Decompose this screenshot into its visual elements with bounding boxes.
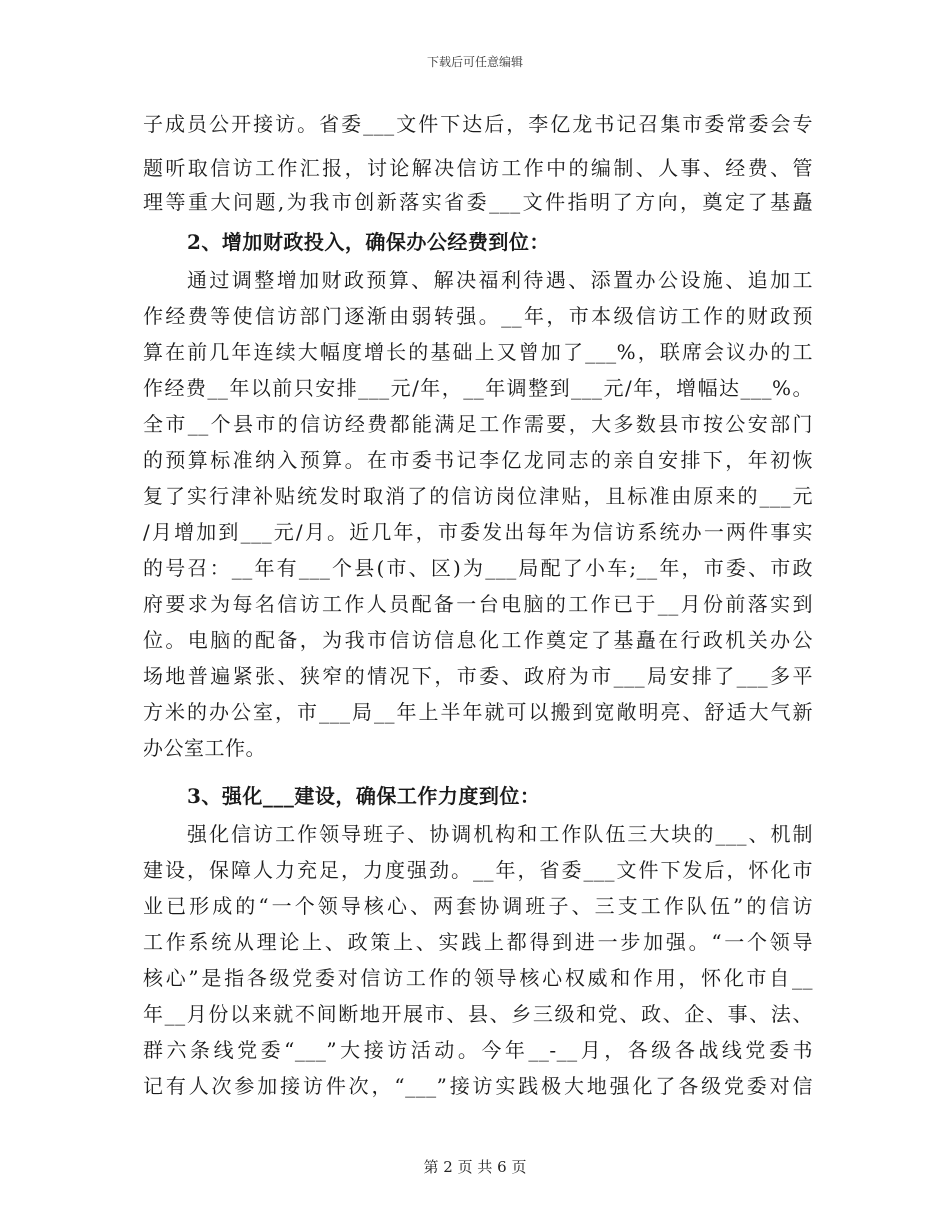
text-line: 子成员公开接访。省委___文件下达后，李亿龙书记召集市委常委会专: [143, 112, 813, 136]
page-header: 下载后可任意编辑: [426, 55, 523, 69]
text-line: 作经费等使信访部门逐渐由弱转强。__年，市本级信访工作的财政预: [143, 304, 813, 328]
text-line: /月增加到___元/月。近几年，市委发出每年为信访系统办一两件事实: [143, 520, 813, 544]
text-line: 核心”是指各级党委对信访工作的领导核心权威和作用，怀化市自__: [143, 966, 813, 990]
text-line: 算在前几年连续大幅度增长的基础上又曾加了___%，联席会议办的工: [143, 340, 813, 364]
section-heading: 2、增加财政投入，确保办公经费到位：: [187, 230, 550, 254]
text-line: 题听取信访工作汇报，讨论解决信访工作中的编制、人事、经费、管: [143, 156, 813, 180]
text-line: 作经费__年以前只安排___元/年，__年调整到___元/年，增幅达___%。: [143, 376, 813, 400]
text-line: 记有人次参加接访件次，“___”接访实践极大地强化了各级党委对信: [143, 1074, 813, 1098]
text-line: 工作系统从理论上、政策上、实践上都得到进一步加强。“一个领导: [143, 930, 813, 954]
text-line: 通过调整增加财政预算、解决福利待遇、添置办公设施、追加工: [187, 268, 813, 292]
text-line: 群六条线党委“___”大接访活动。今年__-__月，各级各战线党委书: [143, 1038, 813, 1062]
section-heading: 3、强化___建设，确保工作力度到位：: [187, 784, 541, 808]
text-line: 年__月份以来就不间断地开展市、县、乡三级和党、政、企、事、法、: [143, 1002, 813, 1026]
text-line: 理等重大问题,为我市创新落实省委___文件指明了方向，奠定了基矗: [143, 190, 813, 214]
text-line: 办公室工作。: [143, 736, 266, 760]
text-line: 场地普遍紧张、狭窄的情况下，市委、政府为市___局安排了___多平: [143, 664, 813, 688]
text-line: 的预算标准纳入预算。在市委书记李亿龙同志的亲自安排下，年初恢: [143, 448, 813, 472]
page-footer: 第 2 页 共 6 页: [423, 1158, 527, 1176]
text-line: 全市__个县市的信访经费都能满足工作需要，大多数县市按公安部门: [143, 412, 813, 436]
text-line: 复了实行津补贴统发时取消了的信访岗位津贴，且标准由原来的___元: [143, 484, 813, 508]
text-line: 建设，保障人力充足，力度强劲。__年，省委___文件下发后，怀化市: [143, 858, 813, 882]
text-line: 的号召：__年有___个县(市、区)为___局配了小车;__年，市委、市政: [143, 556, 813, 580]
text-line: 位。电脑的配备，为我市信访信息化工作奠定了基矗在行政机关办公: [143, 628, 813, 652]
text-line: 府要求为每名信访工作人员配备一台电脑的工作已于__月份前落实到: [143, 592, 813, 616]
text-line: 方米的办公室，市___局__年上半年就可以搬到宽敞明亮、舒适大气新: [143, 700, 813, 724]
text-line: 业已形成的“一个领导核心、两套协调班子、三支工作队伍”的信访: [143, 894, 813, 918]
text-line: 强化信访工作领导班子、协调机构和工作队伍三大块的___、机制: [187, 822, 813, 846]
